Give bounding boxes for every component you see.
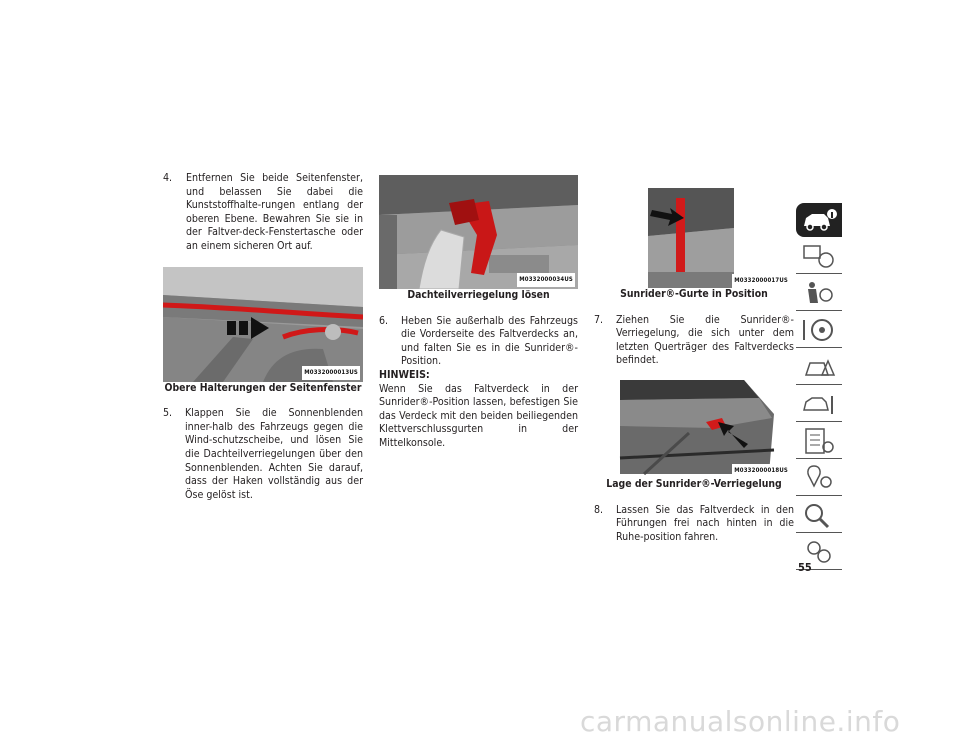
figure-1-caption: Obere Halterungen der Seitenfenster <box>164 381 362 394</box>
step-4-text: Entfernen Sie beide Seitenfenster, und belassen Sie dabei die Kunststoffhalte-rungen entlang der oberen Ebene. Bewahren Sie sie in der Faltver-deck-Fenstertasche oder an einem sicheren Ort auf. <box>186 172 363 252</box>
left-column <box>163 172 363 502</box>
step-8-number: 8. <box>594 503 604 516</box>
figure-roof-latch <box>379 175 578 289</box>
middle-column <box>379 175 578 451</box>
tab-dashboard[interactable] <box>796 239 842 274</box>
roof-latch-illustration <box>379 175 578 289</box>
tab-driving[interactable] <box>796 313 842 348</box>
watermark: carmanualsonline.info <box>580 705 901 738</box>
note-text: Wenn Sie das Faltverdeck in der Sunrider®-Position lassen, befestigen Sie das Verdeck mit den beiden beiliegenden Klettverschlussgurten in der Mittelkonsole. <box>379 382 578 449</box>
step-5 <box>163 407 363 502</box>
tab-vehicle-info[interactable] <box>796 203 842 237</box>
chapter-tabs <box>796 203 842 572</box>
search-index-icon <box>800 501 838 529</box>
seat-safety-icon <box>800 279 838 307</box>
location-pin-icon <box>800 464 838 492</box>
step-5-number: 5. <box>163 407 173 420</box>
sunrider-straps-illustration <box>594 188 794 288</box>
tab-multimedia[interactable] <box>796 461 842 496</box>
right-column <box>594 188 794 544</box>
step-6-text: Heben Sie außerhalb des Fahrzeugs die Vorderseite des Faltverdecks an, und falten Sie es in die Sunrider®-Position. <box>401 314 578 368</box>
steering-wheel-icon <box>800 316 838 344</box>
window-retainers-illustration <box>163 267 363 382</box>
sunrider-latch-illustration <box>594 378 794 478</box>
tab-emergency[interactable] <box>796 350 842 385</box>
figure-sunrider-straps <box>594 188 794 288</box>
tab-service[interactable] <box>796 387 842 422</box>
tab-safety[interactable] <box>796 276 842 311</box>
step-6-number: 6. <box>379 314 389 327</box>
page-number: 55 <box>798 561 812 574</box>
step-6 <box>379 315 578 369</box>
figure-2-caption: Dachteilverriegelung lösen <box>407 289 550 301</box>
step-8 <box>594 504 794 545</box>
step-4-number: 4. <box>163 172 173 184</box>
step-7-text: Ziehen Sie die Sunrider®-Verriegelung, die sich unter dem letzten Querträger des Faltverdecks befindet. <box>616 313 794 367</box>
figure-sunrider-latch <box>594 378 794 478</box>
tab-specifications[interactable] <box>796 424 842 459</box>
step-8-text: Lassen Sie das Faltverdeck in den Führungen frei nach hinten in die Ruhe-position fahren. <box>616 503 794 543</box>
step-4 <box>163 172 363 254</box>
figure-3-caption: Sunrider®-Gurte in Position <box>620 288 768 300</box>
figure-3-code: M0332000017US <box>732 274 790 288</box>
step-5-text: Klappen Sie die Sonnenblenden inner-halb des Fahrzeugs gegen die Wind-schutzscheibe, und lösen Sie die Dachteilverriegelungen über den Sonnenblenden. Achten Sie darauf, dass der Haken vollständig aus der Öse gelöst ist. <box>185 407 363 501</box>
dashboard-lights-icon <box>800 242 838 270</box>
note-heading: HINWEIS: <box>379 368 430 381</box>
figure-window-retainers <box>163 267 363 382</box>
figure-4-caption: Lage der Sunrider®-Verriegelung <box>606 477 782 490</box>
roadside-warning-icon <box>800 353 838 381</box>
figure-2-code: M0332000034US <box>517 273 575 287</box>
step-7-number: 7. <box>594 313 604 326</box>
step-7 <box>594 314 794 368</box>
checklist-icon <box>800 427 838 455</box>
car-service-icon <box>800 390 838 418</box>
tab-index[interactable] <box>796 498 842 533</box>
car-info-icon <box>800 206 838 234</box>
figure-4-code: M0332000018US <box>732 464 790 478</box>
figure-1-code: M0332000013US <box>302 366 360 380</box>
